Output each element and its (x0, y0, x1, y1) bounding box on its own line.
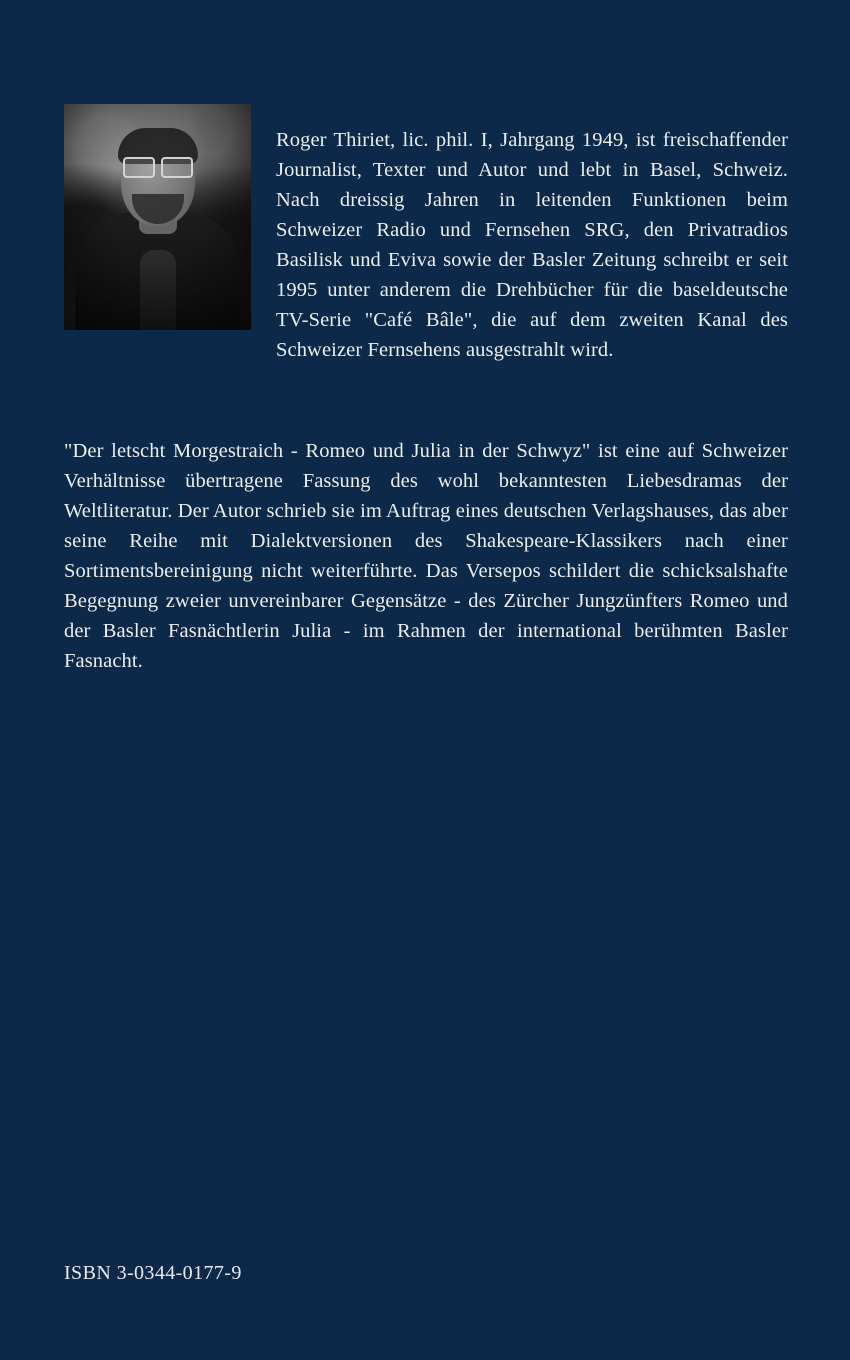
book-description-text: "Der letscht Morgestraich - Romeo und Julia in der Schwyz" ist eine auf Schweizer Verhältnisse übertragene Fassung des wohl bekanntesten Liebesdramas der Weltliteratur. Der Autor schrieb sie im Auftrag eines deutschen Verlagshauses, das aber seine Reihe mit Dialektversionen des Shakespeare-Klassikers nach einer Sortimentsbereinigung nicht weiterführte. Das Versepos schildert die schicksalshafte Begegnung zweier unvereinbarer Gegensätze - des Zürcher Jungzünfters Romeo und der Basler Fasnächtlerin Julia - im Rahmen der international berühmten Basler Fasnacht. (64, 439, 788, 672)
isbn-label: ISBN 3-0344-0177-9 (64, 1262, 242, 1284)
author-block (64, 104, 788, 385)
author-portrait-photo (64, 104, 251, 330)
photo-vignette (64, 104, 251, 330)
author-biography-text: Roger Thiriet, lic. phil. I, Jahrgang 1949, ist freischaffender Journalist, Texter und Autor und lebt in Basel, Schweiz. Nach dreissig Jahren in leitenden Funktionen beim Schweizer Radio und Fernsehen SRG, den Privatradios Basilisk und Eviva sowie der Basler Zeitung schreibt er seit 1995 unter anderem die Drehbücher für die baseldeutsche TV-Serie "Café Bâle", die auf dem zweiten Kanal des Schweizer Fernsehens ausgestrahlt wird. (276, 128, 788, 361)
